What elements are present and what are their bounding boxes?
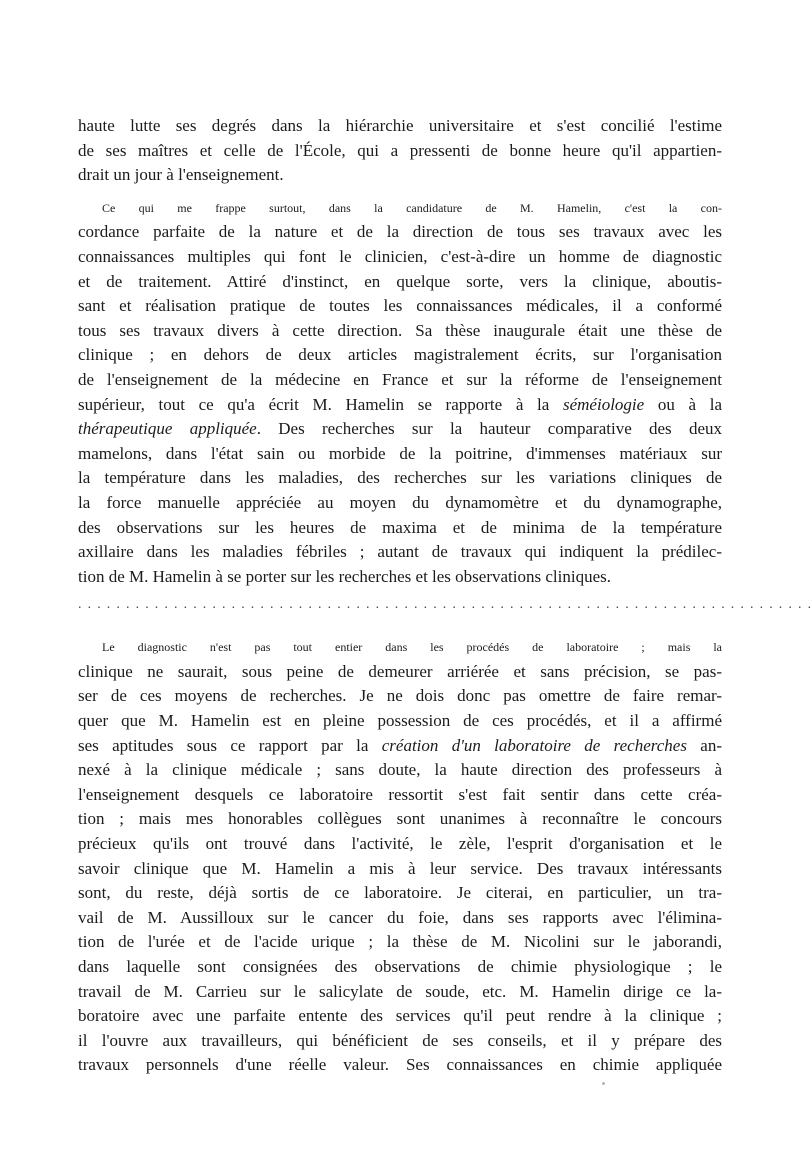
text-line: la force manuelle appréciée au moyen du dynamomètre et du dynamographe, [78,492,722,512]
text-line: de ses maîtres et celle de l'École, qui a pressenti de bonne heure qu'il appartien- [78,140,722,160]
text-line: travail de M. Carrieu sur le salicylate de soude, etc. M. Hamelin dirige ce la- [78,981,722,1001]
text-fragment: ses aptitudes sous ce rapport par la [78,735,382,755]
text-line: dans laquelle sont consignées des observations de chimie physiologique ; le [78,957,722,976]
text-line: tous ses travaux divers à cette direction. Sa thèse inaugurale était une thèse de [78,320,722,340]
text-line: clinique ; en dehors de deux articles magistralement écrits, sur l'organisation [78,345,722,365]
italic-term-laboratoire: création d'un laboratoire de recherches [381,735,687,755]
text-line: des observations sur les heures de maxima et de minima de la température [78,517,722,537]
text-fragment: . Des recherches sur la hauteur comparative des deux [256,419,722,439]
text-line: tion de l'urée et de l'acide urique ; la thèse de M. Nicolini sur le jaborandi, [78,932,722,952]
text-line [78,734,722,759]
text-line: connaissances multiples qui font le clinicien, c'est-à-dire un homme de diagnostic [78,246,722,266]
paragraph-continuation [78,114,722,188]
text-line [78,417,722,442]
italic-term-semeiologie: séméiologie [562,394,645,414]
text-line: cordance parfaite de la nature et de la direction de tous ses travaux avec les [78,222,722,242]
text-line: nexé à la clinique médicale ; sans doute, la haute direction des professeurs à [78,760,722,780]
text-line: Le diagnostic n'est pas tout entier dans les procédés de laboratoire ; mais la [102,640,722,655]
text-line: mamelons, dans l'état sain ou morbide de la poitrine, d'immenses matériaux sur [78,443,722,463]
paragraph-candidature [78,196,722,590]
text-line: quer que M. Hamelin est en pleine possession de ces procédés, et il a affirmé [78,711,722,731]
text-line: sont, du reste, déjà sortis de ce laboratoire. Je citerai, en particulier, un tra- [78,883,722,903]
text-line [78,393,722,418]
text-line: boratoire avec une parfaite entente des services qu'il peut rendre à la clinique ; [78,1006,722,1026]
text-line: de l'enseignement de la médecine en France et sur la réforme de l'enseignement [78,369,722,389]
text-line: il l'ouvre aux travailleurs, qui bénéficient de ses conseils, et il y prépare des [78,1030,722,1050]
text-line: axillaire dans les maladies fébriles ; autant de travaux qui indiquent la prédilec- [78,542,722,562]
text-line: précieux qu'ils ont trouvé dans l'activité, le zèle, l'esprit d'organisation et le [78,834,722,854]
paragraph-diagnostic [78,635,722,1078]
text-line: l'enseignement desquels ce laboratoire ressortit s'est fait sentir dans cette créa- [78,784,722,804]
text-line: ser de ces moyens de recherches. Je ne dois donc pas omettre de faire remar- [78,686,722,706]
text-fragment: an- [686,735,722,755]
text-line: savoir clinique que M. Hamelin a mis à leur service. Des travaux intéressants [78,858,722,878]
text-line: haute lutte ses degrés dans la hiérarchie universitaire et s'est concilié l'estime [78,116,722,135]
text-line: tion ; mais mes honorables collègues sont unanimes à reconnaître le concours [78,809,722,829]
text-line: et de traitement. Attiré d'instinct, en quelque sorte, vers la clinique, aboutis- [78,271,722,291]
text-line: Ce qui me frappe surtout, dans la candidature de M. Hamelin, c'est la con- [102,200,722,215]
text-fragment: supérieur, tout ce qu'a écrit M. Hamelin se rapporte à la [78,394,563,414]
text-line: sant et réalisation pratique de toutes les connaissances médicales, il a conformé [78,296,722,316]
text-line: clinique ne saurait, sous peine de demeurer arriérée et sans précision, se pas- [78,661,722,681]
dotted-separator: . . . . . . . . . . . . . . . . . . . . . . . . . . . . . . . . . . . . . . . . . . . . . . . . . . . . . . . . . . . . . . . . . . . . . . . . . . . . . [78,597,812,613]
text-line: travaux personnels d'une réelle valeur. Ses connaissances en chimie appliquée [78,1055,722,1075]
italic-term-therapeutique: thérapeutique appliquée [78,419,257,439]
print-speck [602,1082,605,1085]
text-line: la température dans les maladies, des recherches sur les variations cliniques de [78,468,722,488]
text-line: tion de M. Hamelin à se porter sur les recherches et les observations cliniques. [78,566,611,586]
text-line: drait un jour à l'enseignement. [78,165,284,185]
text-line: vail de M. Aussilloux sur le cancer du foie, dans ses rapports avec l'élimina- [78,907,722,927]
text-fragment: ou à la [644,394,722,414]
